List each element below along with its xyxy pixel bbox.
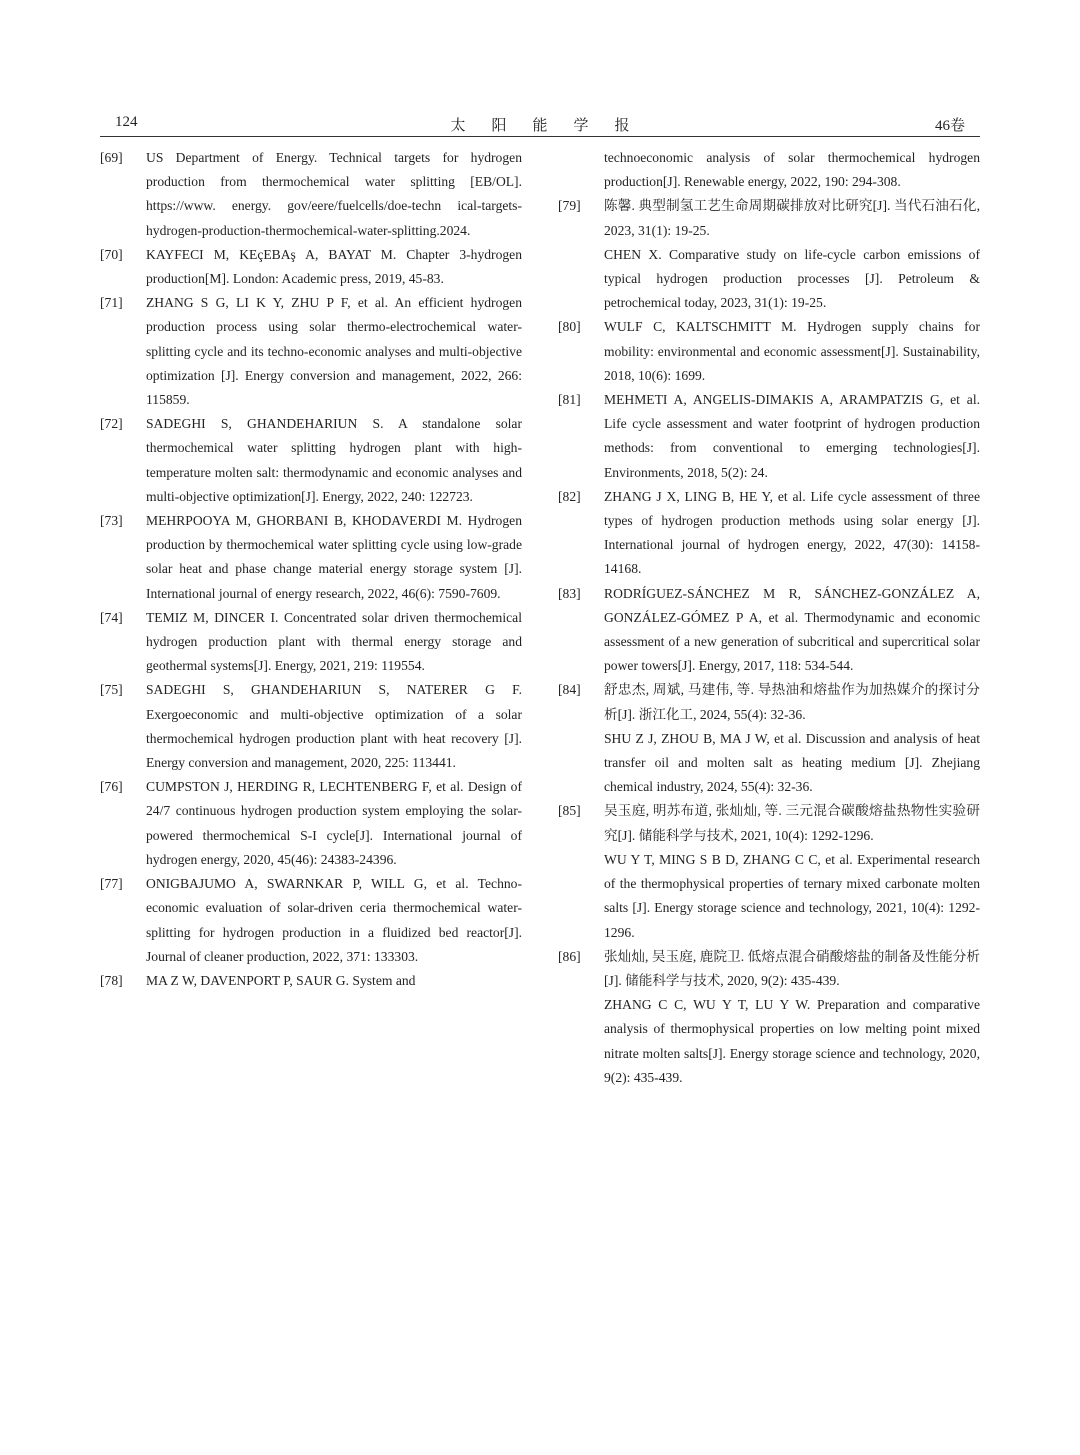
reference-number: [72] [100, 416, 123, 432]
reference-entry [558, 194, 980, 315]
reference-entry [100, 243, 522, 291]
reference-text [604, 678, 980, 799]
reference-number: [74] [100, 609, 123, 625]
reference-number: [85] [558, 803, 581, 819]
reference-number: [83] [558, 585, 581, 601]
reference-paragraph: RODRÍGUEZ-SÁNCHEZ M R, SÁNCHEZ-GONZÁLEZ A, GONZÁLEZ-GÓMEZ P A, et al. Thermodynamic and economic assessment of a new generation of subcritical and supercritical solar power towers[J]. Energy, 2017, 118: 534-544. [604, 585, 980, 674]
reference-entry [100, 412, 522, 509]
reference-text [146, 872, 522, 969]
reference-entry [558, 678, 980, 799]
reference-text [604, 799, 980, 944]
reference-number: [70] [100, 246, 123, 262]
reference-paragraph: technoeconomic analysis of solar thermochemical hydrogen production[J]. Renewable energy, 2022, 190: 294-308. [604, 150, 980, 190]
reference-number: [78] [100, 972, 123, 988]
reference-entry [100, 775, 522, 872]
reference-paragraph: MEHMETI A, ANGELIS-DIMAKIS A, ARAMPATZIS G, et al. Life cycle assessment and water footprint of hydrogen production methods: from conventional to emerging technologies[J]. Environments, 2018, 5(2): 24. [604, 392, 980, 480]
reference-entry [100, 872, 522, 969]
reference-number: [79] [558, 198, 581, 214]
reference-entry [558, 388, 980, 485]
reference-text [146, 291, 522, 412]
reference-paragraph: SADEGHI S, GHANDEHARIUN S. A standalone solar thermochemical water splitting hydrogen plant with high-temperature molten salt: thermodynamic and economic analyses and multi-objective optimization[J]. Energy, 2022, 240: 122723. [146, 416, 522, 504]
reference-number: [84] [558, 682, 581, 698]
reference-text [604, 945, 980, 1090]
reference-entry [558, 945, 980, 1090]
reference-number: [77] [100, 876, 123, 892]
reference-paragraph: 舒忠杰, 周斌, 马建伟, 等. 导热油和熔盐作为加热媒介的探讨分析[J]. 浙江化工, 2024, 55(4): 32-36. [604, 682, 980, 722]
reference-entry [558, 146, 980, 194]
reference-paragraph: ZHANG J X, LING B, HE Y, et al. Life cycle assessment of three types of hydrogen production methods using solar energy [J]. International journal of hydrogen energy, 2022, 47(30): 14158-14168. [604, 488, 980, 577]
reference-text [146, 969, 522, 993]
reference-paragraph: WU Y T, MING S B D, ZHANG C C, et al. Experimental research of the thermophysical properties of ternary mixed carbonate molten salts [J]. Energy storage science and technology, 2021, 10(4): 1292-1296. [604, 851, 980, 940]
reference-number: [71] [100, 295, 123, 311]
reference-text [146, 775, 522, 872]
reference-entry [558, 485, 980, 582]
reference-paragraph: MA Z W, DAVENPORT P, SAUR G. System and [146, 972, 416, 988]
running-header [100, 114, 980, 137]
reference-column-right [558, 146, 980, 1090]
reference-number: [86] [558, 948, 581, 964]
reference-paragraph: CHEN X. Comparative study on life-cycle carbon emissions of typical hydrogen production processes [J]. Petroleum & petrochemical today, 2023, 31(1): 19-25. [604, 246, 980, 311]
reference-paragraph: 吴玉庭, 明苏布道, 张灿灿, 等. 三元混合碳酸熔盐热物性实验研究[J]. 储能科学与技术, 2021, 10(4): 1292-1296. [604, 803, 980, 843]
reference-number: [73] [100, 513, 123, 529]
reference-entry [100, 509, 522, 606]
reference-text [146, 243, 522, 291]
reference-number: [69] [100, 150, 123, 165]
journal-title: 太阳能学报 [450, 118, 656, 134]
reference-text [604, 485, 980, 582]
reference-text [604, 582, 980, 679]
reference-text [604, 315, 980, 388]
reference-paragraph: WULF C, KALTSCHMITT M. Hydrogen supply chains for mobility: environmental and economic assessment[J]. Sustainability, 2018, 10(6): 1699. [604, 319, 980, 383]
page-number: 124 [115, 114, 138, 130]
reference-paragraph: ZHANG C C, WU Y T, LU Y W. Preparation and comparative analysis of thermophysical properties on low melting point mixed nitrate molten salts[J]. Energy storage science and technology, 2020, 9(2): 435-439. [604, 997, 980, 1085]
reference-paragraph: MEHRPOOYA M, GHORBANI B, KHODAVERDI M. Hydrogen production by thermochemical water splitting cycle using low-grade solar heat and phase change material energy storage system [J]. International journal of energy research, 2022, 46(6): 7590-7609. [146, 513, 522, 601]
reference-number: [82] [558, 488, 581, 504]
reference-entry [558, 582, 980, 679]
reference-text [146, 509, 522, 606]
reference-column-left [100, 146, 522, 993]
reference-paragraph: KAYFECI M, KEçEBAş A, BAYAT M. Chapter 3-hydrogen production[M]. London: Academic press, 2019, 45-83. [146, 246, 522, 287]
reference-entry [100, 146, 522, 243]
reference-text [146, 606, 522, 679]
reference-paragraph: 张灿灿, 吴玉庭, 鹿院卫. 低熔点混合硝酸熔盐的制备及性能分析[J]. 储能科学与技术, 2020, 9(2): 435-439. [604, 948, 980, 988]
reference-text [146, 678, 522, 775]
reference-text [146, 146, 522, 243]
reference-entry [100, 969, 522, 993]
reference-paragraph: US Department of Energy. Technical targets for hydrogen production from thermochemical water splitting [EB/OL]. https://www. energy. gov/eere/fuelcells/doe-techn ical-targets-hydrogen-production-thermochemical-water-splitting.2024. [146, 150, 522, 238]
reference-entry [558, 315, 980, 388]
reference-text [604, 194, 980, 315]
reference-number: [81] [558, 392, 581, 408]
reference-text [604, 146, 980, 194]
reference-number: [80] [558, 319, 581, 335]
reference-entry [100, 678, 522, 775]
reference-paragraph: ZHANG S G, LI K Y, ZHU P F, et al. An efficient hydrogen production process using solar thermo-electrochemical water-splitting cycle and its techno-economic analyses and multi-objective optimization [J]. Energy conversion and management, 2022, 266: 115859. [146, 295, 522, 408]
reference-number [558, 146, 604, 194]
reference-paragraph: SHU Z J, ZHOU B, MA J W, et al. Discussion and analysis of heat transfer oil and molten salt as heating medium [J]. Zhejiang chemical industry, 2024, 55(4): 32-36. [604, 730, 980, 795]
reference-number: [76] [100, 779, 123, 795]
reference-entry [100, 606, 522, 679]
reference-paragraph: TEMIZ M, DINCER I. Concentrated solar driven thermochemical hydrogen production plant with thermal energy storage and geothermal systems[J]. Energy, 2021, 219: 119554. [146, 609, 522, 674]
reference-number: [75] [100, 682, 123, 698]
reference-text [604, 388, 980, 485]
reference-text [146, 412, 522, 509]
volume-label: 46卷 [934, 118, 965, 134]
reference-entry [558, 799, 980, 944]
reference-paragraph: ONIGBAJUMO A, SWARNKAR P, WILL G, et al. Techno-economic evaluation of solar-driven ceria thermochemical water-splitting for hydrogen production in a fluidized bed reactor[J]. Journal of cleaner production, 2022, 371: 133303. [146, 876, 522, 964]
reference-paragraph: CUMPSTON J, HERDING R, LECHTENBERG F, et al. Design of 24/7 continuous hydrogen production system employing the solar-powered thermochemical S-I cycle[J]. International journal of hydrogen energy, 2020, 45(46): 24383-24396. [146, 779, 522, 867]
reference-paragraph: 陈馨. 典型制氢工艺生命周期碳排放对比研究[J]. 当代石油石化, 2023, 31(1): 19-25. [604, 198, 980, 238]
reference-entry [100, 291, 522, 412]
reference-paragraph: SADEGHI S, GHANDEHARIUN S, NATERER G F. Exergoeconomic and multi-objective optimization of a solar thermochemical hydrogen production plant with heat recovery [J]. Energy conversion and management, 2020, 225: 113441. [146, 682, 522, 771]
